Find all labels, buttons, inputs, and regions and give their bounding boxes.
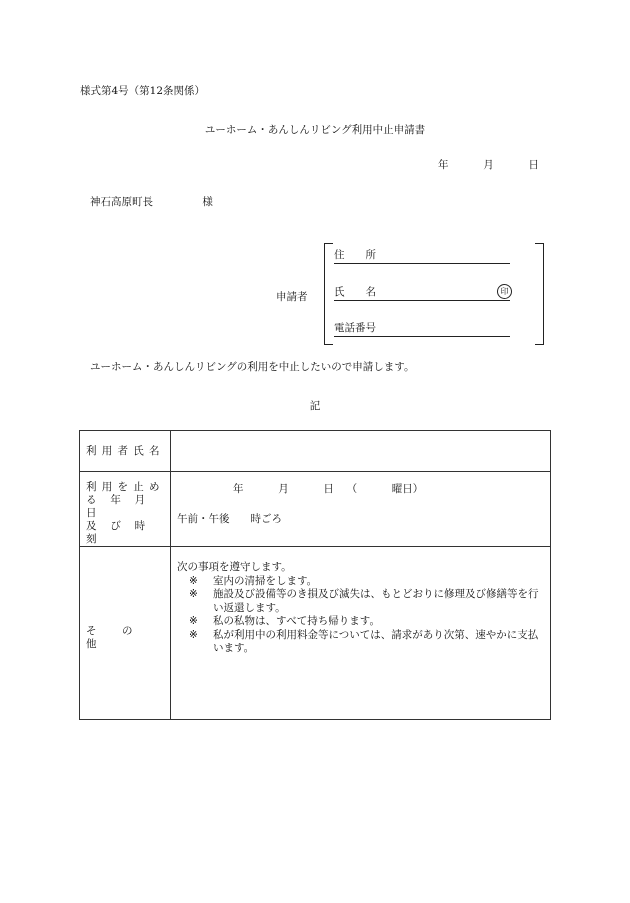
note-mark: ※ [189,574,198,587]
stop-month: 月 [278,483,289,495]
user-name-label: 利用者氏名 [86,445,165,457]
date-line [438,157,539,172]
stop-date-line [233,481,423,496]
statement: ユーホーム・あんしんリビングの利用を中止したいので申請します。 [90,361,415,373]
form-number: 様式第4号（第12条関係） [80,85,206,97]
other-content [171,547,551,720]
stop-time: 午前・午後 時ごろ [177,513,282,525]
weekday-label: 曜日） [391,483,424,495]
application-table [79,430,551,720]
seal-mark: 印 [497,284,512,299]
date-year: 年 [438,159,449,171]
user-name-field[interactable] [171,431,551,472]
weekday-paren: （ [346,483,358,495]
list-item-text: 私の私物は、すべて持ち帰ります。 [213,615,380,627]
other-label-cell [80,547,171,720]
list-item [177,629,544,656]
table-row [80,472,551,547]
document-title: ユーホーム・あんしんリビング利用中止申請書 [204,124,426,136]
list-item [177,588,544,615]
stop-year: 年 [233,483,244,495]
phone-field[interactable] [334,322,510,337]
stop-date-label-line: 利用を止め [86,481,165,493]
compliance-intro: 次の事項を遵守します。 [177,561,292,573]
date-day: 日 [528,159,539,171]
addressee-honorific: 様 [202,196,213,208]
table-row [80,431,551,472]
ki-heading: 記 [309,400,321,412]
name-label: 氏 名 [334,286,376,298]
name-field[interactable] [334,286,510,301]
applicant-label: 申請者 [276,291,308,303]
list-item-text: 室内の清掃をします。 [213,574,318,587]
other-label: そ の他 [86,625,138,650]
note-mark: ※ [189,588,198,600]
date-month: 月 [483,159,494,171]
note-mark: ※ [189,615,198,627]
list-item-text: 施設及び設備等のき損及び滅失は、もとどおりに修理及び修繕等を行い返還します。 [213,588,539,614]
phone-label: 電話番号 [334,322,376,334]
left-bracket [324,243,333,345]
note-mark: ※ [189,628,198,641]
table-row [80,547,551,720]
stop-date-label-line: る 年 月 日 [86,494,151,519]
list-item-text: 私が利用中の利用料金等については、請求があり次第、速やかに支払います。 [213,628,539,654]
address-label: 住 所 [334,249,376,261]
stop-day: 日 [323,483,334,495]
list-item [177,615,544,629]
stop-date-label-cell [80,472,171,547]
addressee [90,194,213,209]
stop-date-field[interactable] [171,472,551,547]
list-item [177,575,544,589]
user-name-label-cell [80,431,171,472]
address-field[interactable] [334,249,510,264]
right-bracket [535,243,544,345]
stop-date-label-line: 及 び 時 刻 [86,520,151,545]
addressee-name: 神石高原町長 [90,196,153,208]
